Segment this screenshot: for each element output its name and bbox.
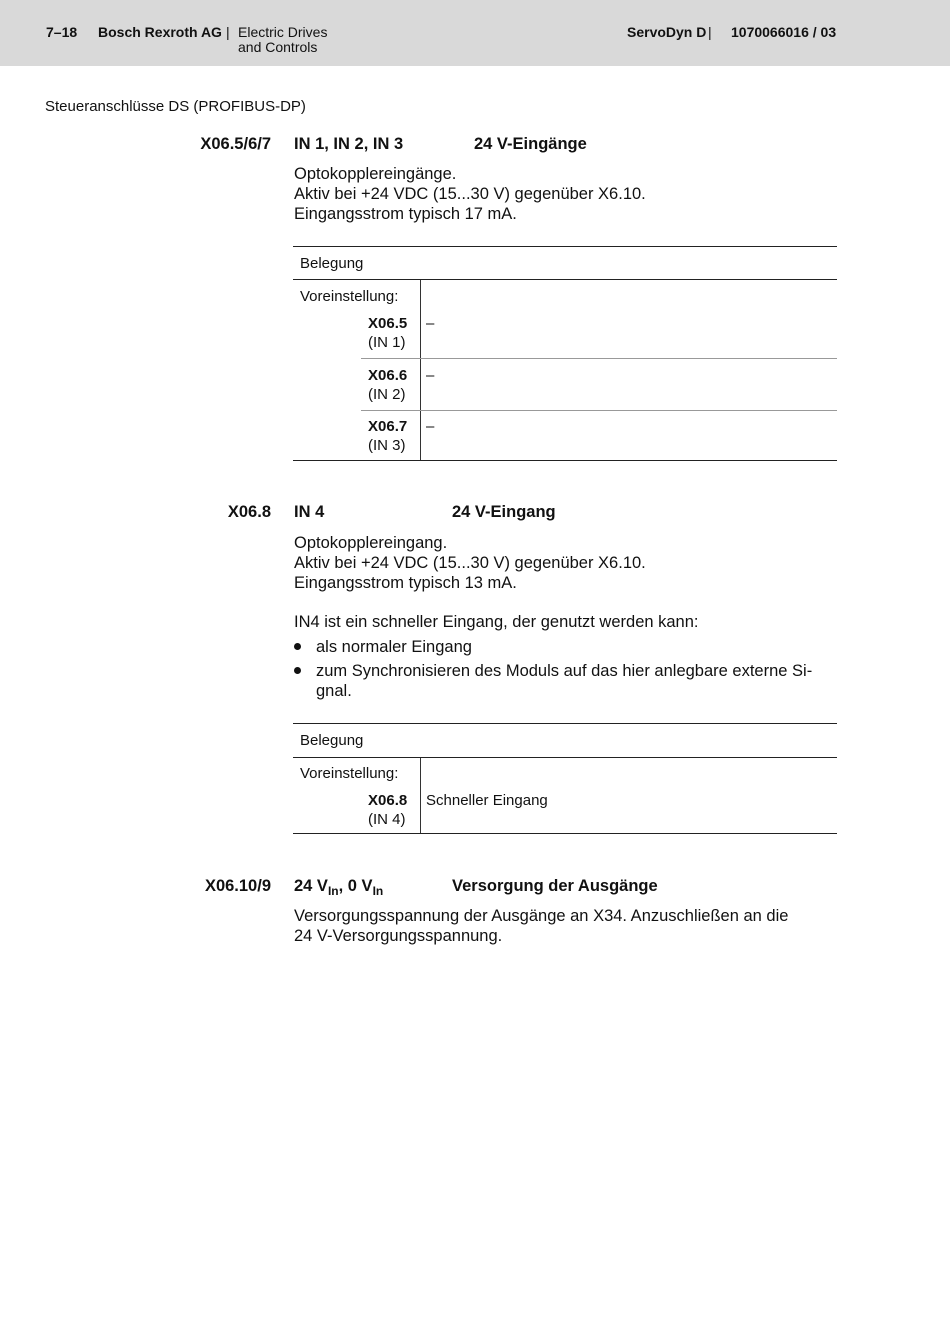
table-row-value: – bbox=[426, 418, 435, 435]
table-row-value: – bbox=[426, 367, 435, 384]
header-separator-2: | bbox=[708, 24, 712, 40]
table-row-value: – bbox=[426, 315, 435, 332]
signal-name: IN 1, IN 2, IN 3 bbox=[294, 135, 404, 153]
function-name: Versorgung der Ausgänge bbox=[452, 877, 658, 895]
table-row-pin: X06.6 bbox=[368, 367, 408, 384]
description-line: 24 V-Versorgungsspannung. bbox=[294, 927, 503, 945]
company-name: Bosch Rexroth AG bbox=[98, 24, 222, 40]
description-line: Eingangsstrom typisch 13 mA. bbox=[294, 574, 517, 592]
pin-label: X06.10/9 bbox=[204, 877, 271, 895]
table-row-sub: (IN 3) bbox=[368, 437, 406, 454]
table-bottom-rule bbox=[293, 833, 837, 834]
table-row-sub: (IN 4) bbox=[368, 811, 406, 828]
doc-number: 1070066016 / 03 bbox=[731, 24, 837, 40]
bullet-item: zum Synchronisieren des Moduls auf das hier anlegbare externe Si- bbox=[316, 662, 813, 680]
division-line2: and Controls bbox=[238, 39, 318, 55]
function-name: 24 V-Eingang bbox=[452, 503, 556, 521]
table-row-pin: X06.5 bbox=[368, 315, 408, 332]
description-line: Versorgungsspannung der Ausgänge an X34. Anzuschließen an die bbox=[294, 907, 789, 925]
intro-text: IN4 ist ein schneller Eingang, der genutzt werden kann: bbox=[294, 613, 699, 631]
preset-label: Voreinstellung: bbox=[300, 765, 399, 782]
bullet-item: als normaler Eingang bbox=[316, 638, 472, 656]
table-row-value: Schneller Eingang bbox=[426, 792, 548, 809]
table-row-pin: X06.8 bbox=[368, 792, 408, 809]
bullet-item-continuation: gnal. bbox=[316, 682, 352, 700]
function-name: 24 V-Eingänge bbox=[474, 135, 587, 153]
table-row-pin: X06.7 bbox=[368, 418, 408, 435]
description-line: Aktiv bei +24 VDC (15...30 V) gegenüber X6.10. bbox=[294, 185, 646, 203]
table-column-divider bbox=[420, 280, 421, 461]
signal-name: 24 $V_{In}$, 0 $V_{In}$ bbox=[294, 877, 384, 898]
description-line: Optokopplereingänge. bbox=[294, 165, 457, 183]
description-line: Optokopplereingang. bbox=[294, 534, 448, 552]
table-header: Belegung bbox=[300, 732, 364, 749]
table-header-rule bbox=[293, 279, 837, 280]
table-header: Belegung bbox=[300, 255, 364, 272]
header-separator: | bbox=[226, 24, 230, 40]
table-row-rule bbox=[361, 410, 837, 411]
description-line: Eingangsstrom typisch 17 mA. bbox=[294, 205, 517, 223]
product-name: ServoDyn D bbox=[627, 24, 707, 40]
table-top-rule bbox=[293, 723, 837, 724]
pin-label: X06.8 bbox=[227, 503, 271, 521]
pin-label: X06.5/6/7 bbox=[200, 135, 271, 153]
division-line1: Electric Drives bbox=[238, 24, 328, 40]
bullet-icon bbox=[294, 643, 301, 650]
table-header-rule bbox=[293, 757, 837, 758]
table-column-divider bbox=[420, 758, 421, 834]
table-top-rule bbox=[293, 246, 837, 247]
table-row-sub: (IN 2) bbox=[368, 386, 406, 403]
bullet-icon bbox=[294, 667, 301, 674]
section-title: Steueranschlüsse DS (PROFIBUS-DP) bbox=[45, 98, 306, 115]
signal-name: IN 4 bbox=[294, 503, 325, 521]
table-row-sub: (IN 1) bbox=[368, 334, 406, 351]
preset-label: Voreinstellung: bbox=[300, 288, 399, 305]
table-row-rule bbox=[361, 358, 837, 359]
description-line: Aktiv bei +24 VDC (15...30 V) gegenüber X6.10. bbox=[294, 554, 646, 572]
table-bottom-rule bbox=[293, 460, 837, 461]
page-number: 7–18 bbox=[46, 24, 78, 40]
